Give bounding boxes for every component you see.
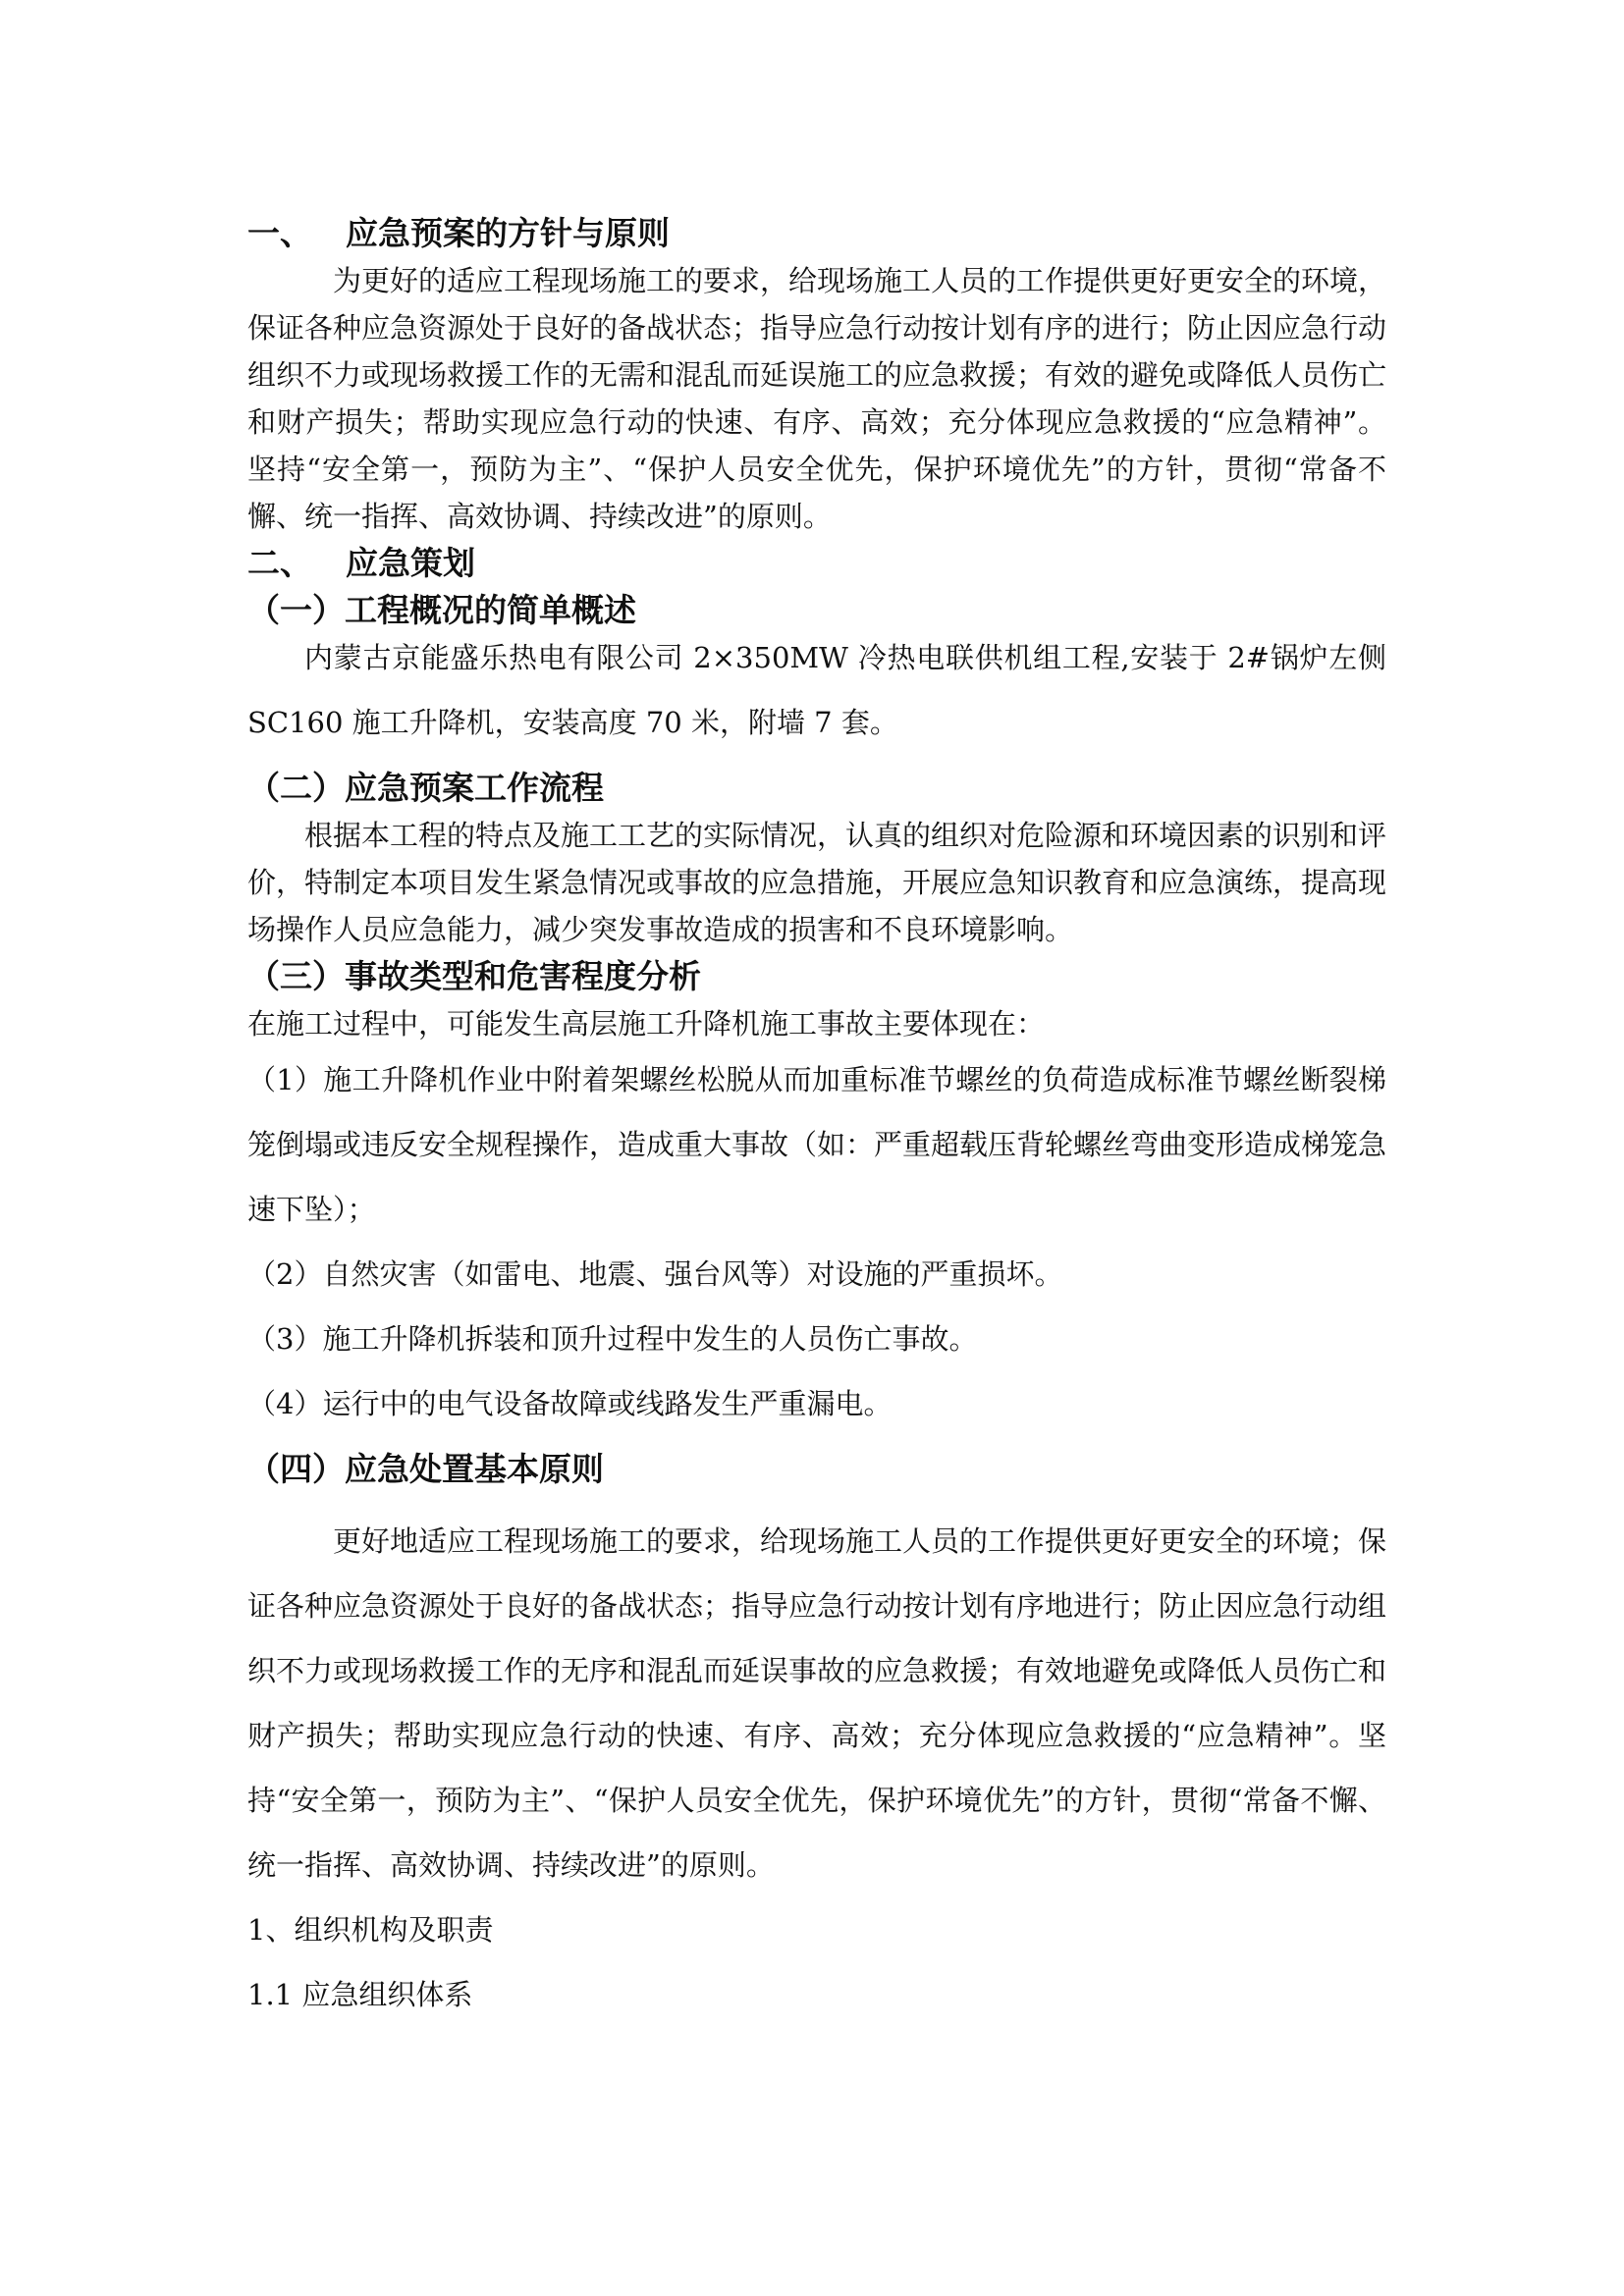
item-1-1-system: 1.1 应急组织体系 — [247, 1978, 473, 2011]
section-1-heading — [247, 210, 1386, 257]
subsection-1-title: （一）工程概况的简单概述 — [247, 591, 636, 629]
list-item-3: （3）施工升降机拆装和顶升过程中发生的人员伤亡事故。 — [247, 1322, 978, 1356]
subsection-1-body: 内蒙古京能盛乐热电有限公司 2×350MW 冷热电联供机组工程,安装于 2#锅炉左侧 SC160 施工升降机，安装高度 70 米，附墙 7 套。 — [247, 641, 1386, 739]
item-1-organization: 1、组织机构及职责 — [247, 1913, 494, 1947]
subsection-4-title: （四）应急处置基本原则 — [247, 1450, 604, 1488]
section-1-number: 一、 — [247, 214, 312, 252]
subsection-4-body: 更好地适应工程现场施工的要求，给现场施工人员的工作提供更好更安全的环境；保证各种应急资源处于良好的备战状态；指导应急行动按计划有序地进行；防止因应急行动组织不力或现场救援工作的无序和混乱而延误事故的应急救援；有效地避免或降低人员伤亡和财产损失；帮助实现应急行动的快速、有序、高效；充分体现应急救援的“应急精神”。坚持“安全第一，预防为主”、“保护人员安全优先，保护环境优先”的方针，贯彻“常备不懈、统一指挥、高效协调、持续改进”的原则。 — [247, 1524, 1387, 1882]
list-item-4: （4）运行中的电气设备故障或线路发生严重漏电。 — [247, 1387, 893, 1420]
subsection-3-intro: 在施工过程中，可能发生高层施工升降机施工事故主要体现在： — [247, 1007, 1046, 1041]
section-1-title: 应急预案的方针与原则 — [346, 214, 670, 252]
document-page — [247, 210, 1386, 2027]
subsection-2-title: （二）应急预案工作流程 — [247, 769, 604, 807]
subsection-2-body: 根据本工程的特点及施工工艺的实际情况，认真的组织对危险源和环境因素的识别和评价，特制定本项目发生紧急情况或事故的应急措施，开展应急知识教育和应急演练，提高现场操作人员应急能力，减少突发事故造成的损害和不良环境影响。 — [247, 819, 1387, 946]
section-2-title: 应急策划 — [346, 544, 475, 582]
list-item-2: （2）自然灾害（如雷电、地震、强台风等）对设施的严重损坏。 — [247, 1257, 1063, 1291]
subsection-3-title: （三）事故类型和危害程度分析 — [247, 957, 701, 995]
list-item-1: （1）施工升降机作业中附着架螺丝松脱从而加重标准节螺丝的负荷造成标准节螺丝断裂梯笼倒塌或违反安全规程操作，造成重大事故（如：严重超载压背轮螺丝弯曲变形造成梯笼急速下坠）； — [247, 1063, 1387, 1226]
section-2-heading — [247, 540, 1386, 587]
section-1-body: 为更好的适应工程现场施工的要求，给现场施工人员的工作提供更好更安全的环境，保证各种应急资源处于良好的备战状态；指导应急行动按计划有序的进行；防止因应急行动组织不力或现场救援工作的无需和混乱而延误施工的应急救援；有效的避免或降低人员伤亡和财产损失；帮助实现应急行动的快速、有序、高效；充分体现应急救援的“应急精神”。坚持“安全第一，预防为主”、“保护人员安全优先，保护环境优先”的方针，贯彻“常备不懈、统一指挥、高效协调、持续改进”的原则。 — [247, 264, 1387, 533]
section-2-number: 二、 — [247, 544, 312, 582]
